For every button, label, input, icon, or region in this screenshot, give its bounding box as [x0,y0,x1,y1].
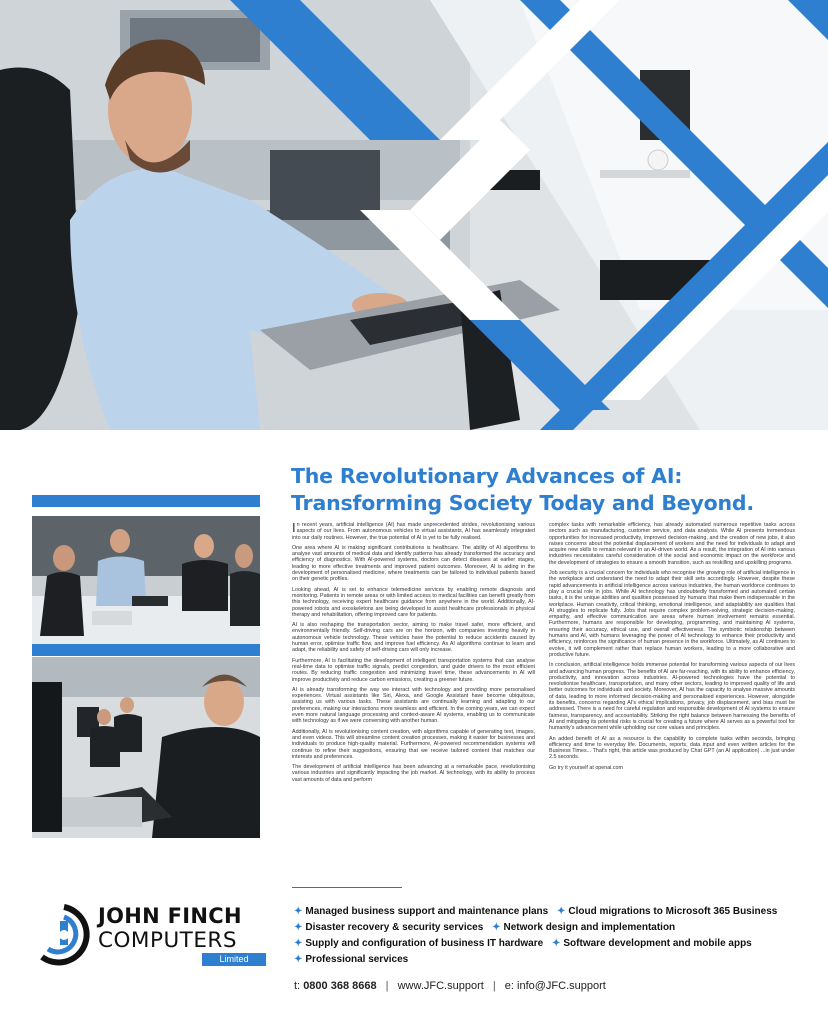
drop-cap: I [292,520,296,535]
article-paragraph: Furthermore, AI is facilitating the development of intelligent transportation systems that can analyse real-time data to optimise traffic signals, predict congestion, and guide drivers to the most efficient routes. By reducing traffic congestion and minimizing travel time, these advancements in AI will improve productivity and reduce carbon emissions, creating a greener future. [292,657,535,683]
service-item: ✦ Managed business support and maintenance plans [294,906,549,917]
article-paragraph: The development of artificial intelligence has been advancing at a remarkable pace, revolutionising various industries and significantly impacting the job market. AI technology, with its ability to process vast amounts of data and perform [292,764,535,783]
services-row [294,904,814,920]
power-swirl-icon [34,901,94,973]
star-bullet-icon: ✦ [551,938,561,949]
meeting-photo [32,516,260,650]
email-label: e: [504,980,514,992]
service-item: ✦ Professional services [294,954,409,965]
headline-line-1: The Revolutionary Advances of AI: [291,464,683,488]
article-paragraph: AI is also reshaping the transportation sector, aiming to make travel safer, more efficient, and environmentally friendly. Self-driving cars are on the horizon, with companies investing heavily in autonomous vehicle technology. These vehicles have the potential to reduce accidents caused by human error, optimise traffic flow, and improve fuel efficiency. As AI algorithms continue to learn and adapt, the reliability and safety of self-driving cars will only increase. [292,622,535,654]
service-item: ✦ Cloud migrations to Microsoft 365 Business [557,906,778,917]
phone-number[interactable]: 0800 368 8668 [303,980,377,992]
hero-office-photo [0,0,828,430]
logo-limited-badge: Limited [202,953,266,966]
headline-line-2: Transforming Society Today and Beyond. [291,491,754,515]
article-paragraph: complex tasks with remarkable efficiency, has already automated numerous repetitive tasks across sectors such as manufacturing, customer service, and data analysis. While AI presents tremendous opportunities for increased productivity, improved decision-making, and the creation of new jobs, it also raises concerns about the potential displacement of workers and the need for individuals to adapt and acquire new skills to remain relevant in an AI-driven world. As a result, the integration of AI into various industries necessitates careful consideration of the social and economic impact on the workforce and the development of strategies to ensure a smooth transition, such as reskilling and upskilling programs. [549,522,795,566]
services-row [294,952,814,968]
services-row [294,936,814,952]
article-paragraph: Additionally, AI is revolutionising content creation, with algorithms capable of generating text, images, and even videos. This will streamline content creation processes, making it easier for businesses and individuals to produce high-quality material. Furthermore, AI-powered recommendation systems will continue to refine their suggestions, ensuring that we receive tailored content that matches our interests and preferences. [292,728,535,760]
star-bullet-icon: ✦ [294,938,303,949]
star-bullet-icon: ✦ [294,954,303,965]
article-paragraph: One area where AI is making significant contributions is healthcare. The ability of AI algorithms to analyse vast amounts of medical data and identify patterns has already transformed the accuracy and efficiency of diagnostics. With AI-powered systems, doctors can detect diseases at earlier stages, leading to more effective treatments and improved patient outcomes. Moreover, AI is aiding in the development of personalised medicine, where treatments can be tailored to individual patients based on their genetic profiles. [292,544,535,583]
email-link[interactable]: info@JFC.support [517,980,606,992]
article-column-2 [549,522,795,775]
phone-label: t: [294,980,301,992]
accent-bar-top [32,495,260,507]
star-bullet-icon: ✦ [294,922,303,933]
article-paragraph: Looking ahead, AI is set to enhance telemedicine services by enabling remote diagnosis and monitoring. Patients in remote areas or with limited access to medical facilities can benefit greatly from this technology, receiving expert healthcare guidance from anywhere in the world. Additionally, AI-powered robots and exoskeletons are being developed to assist healthcare professionals in physical therapy and rehabilitation, offering improved care for patients. [292,586,535,618]
article-paragraph: AI is already transforming the way we interact with technology and providing more personalised experiences. Virtual assistants like Siri, Alexa, and Google Assistant have become ubiquitous, assisting us with various tasks. These assistants are continually learning and adapting to our preferences, making our interactions more seamless and efficient. In the coming years, we can expect even more natural language processing and context-aware AI systems, enabling us to communicate with technology as if we were conversing with another human. [292,686,535,725]
article-column-1 [292,522,535,787]
hero-image [0,0,828,430]
service-item: ✦ Disaster recovery & security services [294,922,484,933]
logo-name-line-2: COMPUTERS [98,928,237,953]
service-item: ✦ Supply and configuration of business IT hardware [294,938,544,949]
article-paragraph: In conclusion, artificial intelligence holds immense potential for transforming various aspects of our lives and advancing human progress. The benefits of AI are far-reaching, with its ability to enhance efficiency, productivity, and innovation across industries. AI-powered technologies have the potential to revolutionise healthcare, transportation, and many other sectors, leading to improved quality of life and better outcomes for individuals and society. Moreover, AI has the capacity to analyse massive amounts of data, leading to more informed decision-making and personalised experiences. However, alongside its benefits, concerns regarding AI's ethical implications, privacy, job displacement, and bias must be addressed. There is a need for careful regulation and responsible development of AI systems to ensure fairness, transparency, and accountability. Striking the right balance between harnessing the benefits of AI and mitigating its potential risks is crucial for creating a future where AI serves as a powerful tool for humanity's advancement while upholding our core values and principles. [549,662,795,732]
article-paragraph: An added benefit of AI as a resource is the capability to complete tasks within seconds, bringing efficiency and time to everyday life. Documents, reports, data input and even written articles for the Business Times... That's right, this article was produced by Chat GPT (an AI application) ...in just under 2.5 seconds. [549,735,795,761]
divider-rule [292,887,402,888]
service-item: ✦ Software development and mobile apps [551,938,752,949]
article-paragraph: Go try it yourself at openai.com [549,764,623,771]
workspace-photo [32,657,260,838]
services-row [294,920,814,936]
contact-line: t: 0800 368 8668 | www.JFC.support | e: info@JFC.support [294,980,606,992]
website-link[interactable]: www.JFC.support [397,980,484,992]
star-bullet-icon: ✦ [492,922,501,933]
company-logo [34,901,274,981]
services-list [294,904,814,968]
star-bullet-icon: ✦ [294,906,303,917]
article-paragraph: Job security is a crucial concern for individuals who recognise the growing role of artificial intelligence in the workplace and understand the need to adapt their skill sets accordingly. However, despite these rapid advancements in artificial intelligence across various industries, the human workforce continues to play a crucial role in jobs. While AI technology has undoubtedly transformed and automated certain tasks, it is the unique abilities and qualities possessed by humans that make them indispensable in the workplace. Human creativity, critical thinking, emotional intelligence, and adaptability are qualities that AI struggles to replicate fully. Jobs that require complex problem-solving, strategic decision-making, empathy, and effective communication are areas where human involvement remains essential. Furthermore, humans are responsible for developing, programming, and maintaining AI systems, ensuring their accuracy, ethical use, and overall effectiveness. The symbiotic relationship between humans and AI, with humans leveraging the power of AI technology to enhance their productivity and efficiency, reinforces the significance of human presence in the workforce. Ultimately, as AI continues to evolve, it will complement rather than replace human workers, leading to a more collaborative and productive future. [549,570,795,658]
logo-name-line-1: JOHN FINCH [98,904,242,928]
star-bullet-icon: ✦ [557,906,566,917]
article-paragraph: In recent years, artificial intelligence (AI) has made unprecedented strides, revolutionising various aspects of our lives. From autonomous vehicles to virtual assistants, AI has seamlessly integrated into our daily routines. However, the true potential of AI is yet to be fully realised. [292,520,535,541]
service-item: ✦ Network design and implementation [492,922,676,933]
accent-bar-middle [32,644,260,656]
article-headline [291,463,811,517]
